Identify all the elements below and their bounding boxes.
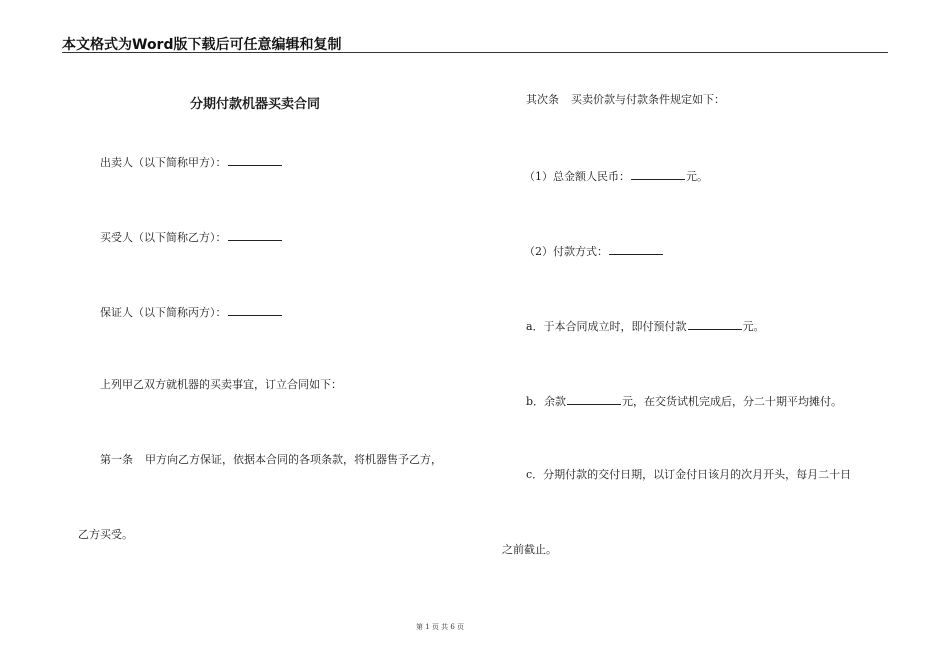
payment-method-blank[interactable]: [609, 243, 663, 255]
item-1-suffix: 元。: [686, 170, 708, 183]
item-a-text: a．于本合同成立时，即付预付款: [526, 320, 687, 333]
item-c-continuation: 之前截止。: [502, 543, 557, 556]
article-1-continuation: 乙方买受。: [78, 528, 133, 541]
guarantor-blank[interactable]: [228, 304, 282, 316]
item-b-text: b．余款: [526, 395, 567, 408]
header-text: 本文格式为Word版下载后可任意编辑和复制: [62, 37, 342, 53]
page-header: [62, 34, 888, 53]
item-b-suffix: 元，在交货试机完成后，分二十期平均摊付。: [622, 395, 843, 408]
article-1-text: 甲方向乙方保证，依据本合同的各项条款，将机器售予乙方，: [145, 453, 442, 466]
seller-line: [100, 154, 283, 170]
contract-title: 分期付款机器买卖合同: [190, 97, 321, 112]
item-a-suffix: 元。: [742, 320, 765, 333]
buyer-line: [100, 229, 283, 245]
article-1-label: 第一条: [100, 453, 133, 466]
balance-blank[interactable]: [567, 393, 621, 405]
guarantor-label: 保证人（以下简称丙方）：: [100, 306, 227, 319]
article-2-text: 买卖价款与付款条件规定如下：: [571, 93, 725, 106]
item-b-line: [526, 393, 842, 409]
buyer-label: 买受人（以下简称乙方）：: [100, 231, 227, 244]
article-1-line: [100, 453, 442, 467]
page-footer: 第 1 页 共 6 页: [415, 623, 465, 631]
seller-label: 出卖人（以下简称甲方）：: [100, 156, 227, 169]
intro-line: 上列甲乙双方就机器的买卖事宜，订立合同如下：: [100, 378, 342, 391]
buyer-blank[interactable]: [228, 229, 282, 241]
article-2-line: [526, 93, 725, 107]
article-2-label: 其次条: [526, 93, 559, 106]
item-2-line: [524, 243, 664, 259]
item-c-line: c．分期付款的交付日期，以订金付日该月的次月开头，每月二十日: [526, 468, 852, 481]
total-amount-blank[interactable]: [631, 168, 685, 180]
seller-blank[interactable]: [228, 154, 282, 166]
item-1-label: （1）总金额人民币：: [524, 170, 630, 183]
guarantor-line: [100, 304, 283, 320]
item-2-label: （2）付款方式：: [524, 245, 608, 258]
item-a-line: [526, 318, 765, 334]
prepayment-blank[interactable]: [688, 318, 742, 330]
item-1-line: [524, 168, 708, 184]
